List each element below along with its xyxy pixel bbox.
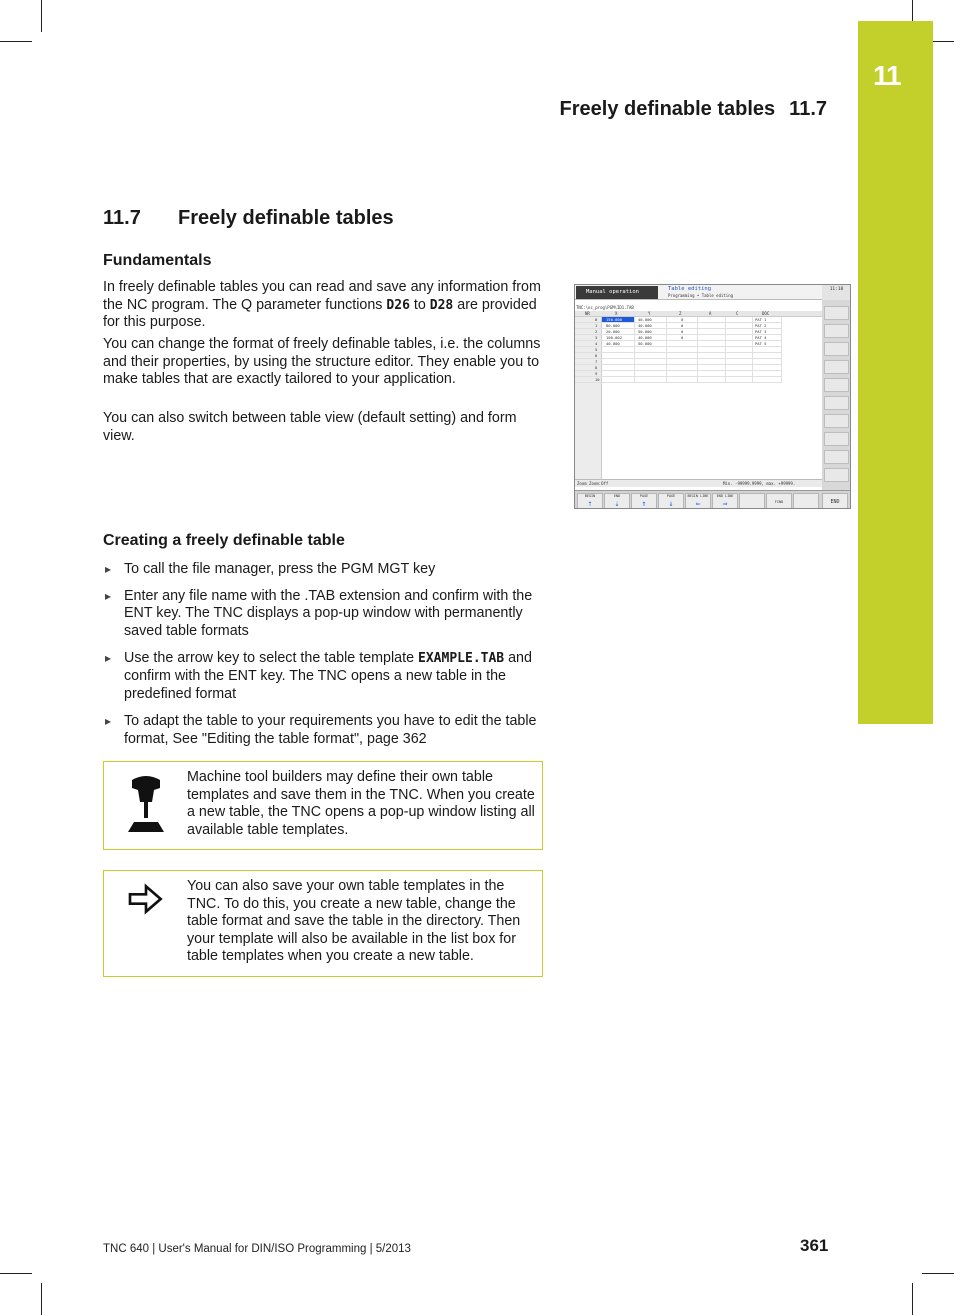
status-left: Zoom Zoom:Off [577,481,609,486]
crop-mark [0,1273,32,1274]
softkey-begin-line [685,493,711,509]
softkey-end-line [712,493,738,509]
section-number: 11.7 [103,207,141,229]
step-text: To adapt the table to your requirements you have to edit the table format, See "Editing the table format", page 362 [124,713,537,747]
column-header: X [615,311,618,316]
tip-note [103,870,543,977]
softkey-end [604,493,630,509]
table-cell: 150.000 [606,317,623,322]
screenshot-file-path: TNC:\nc_prog\PGM\ID1.TAB [576,305,634,310]
machine-builder-note-text: Machine tool builders may define their own table templates and save them in the TNC. When you create a new table, the TNC opens a pop-up window listing all available table templates. [187,769,535,838]
softkey-label: BEGIN LINE [687,494,709,498]
table-cell: 8 [595,365,598,370]
table-row [575,323,781,329]
table-cell: 6 [595,353,598,358]
side-softkey [824,378,849,392]
chapter-tab [858,21,933,724]
table-row [575,377,781,383]
creating-steps-list [103,561,543,748]
table-cell: PAT 4 [755,335,767,340]
table-cell: PAT 5 [755,341,767,346]
machine-builder-note [103,761,543,850]
table-row [575,365,781,371]
softkey-label: FIND [774,500,784,504]
code-d26: D26 [386,297,410,313]
table-cell: 0 [681,335,684,340]
creating-heading: Creating a freely definable table [103,532,345,549]
table-cell: 20.000 [606,329,620,334]
screenshot-status-line [575,479,822,487]
side-softkey [824,432,849,446]
running-header-number: 11.7 [789,98,827,120]
table-cell: 10 [595,377,600,382]
column-header: NR [585,311,590,316]
side-softkey [824,306,849,320]
step-item [103,650,543,703]
text-run: to [409,296,430,313]
table-row [575,359,781,365]
table-cell: 0 [681,317,684,322]
arrow-up-icon: ⇡ [587,499,593,508]
table-cell: 0 [681,323,684,328]
side-softkey [824,414,849,428]
fundamentals-paragraph-2: You can change the format of freely definable tables, i.e. the columns and their properties, by using the structure editor. They enable you to make tables that are exactly tailored to your application. [103,336,541,388]
section-title [103,207,394,230]
table-cell: 100.002 [606,335,623,340]
table-cell: 2 [595,329,598,334]
machine-tool-builder-icon [118,774,174,834]
softkey-label: PAGE [666,494,676,498]
step-text: and confirm with the ENT key. The TNC opens a new table in the predefined format [124,650,532,702]
table-cell: 80.000 [606,323,620,328]
screenshot-table-area [575,300,822,490]
crop-mark [0,41,32,42]
running-header [560,98,827,121]
table-cell: 1 [595,323,598,328]
fundamentals-paragraph-1 [103,279,543,332]
step-text: Enter any file name with the .TAB extension and confirm with the ENT key. The TNC displays a pop-up window with permanently saved table formats [124,587,533,639]
table-cell: 50.000 [638,329,652,334]
softkey-label: END [613,494,621,498]
side-softkey [824,450,849,464]
softkey-label: END LINE [716,494,734,498]
table-cell: PAT 2 [755,323,767,328]
fundamentals-paragraph-3: You can also switch between table view (default setting) and form view. [103,410,517,444]
step-item [103,561,543,579]
table-cell: 3 [595,335,598,340]
grid-line [781,317,782,383]
page-number: 361 [800,1236,829,1255]
table-cell: 7 [595,359,598,364]
table-row [575,353,781,359]
table-cell: 40.000 [638,317,652,322]
softkey-empty [739,493,765,509]
softkey-label: PAGE [639,494,649,498]
status-right: Min. -99999.9999, max. +99999. [723,481,796,486]
arrow-left-icon: ⇐ [695,499,701,508]
softkey-page-up [631,493,657,509]
arrow-right-icon: ⇒ [722,499,728,508]
table-cell: 0 [681,329,684,334]
table-cell: 9 [595,371,598,376]
column-header: Z [679,311,682,316]
arrow-right-icon [118,881,174,921]
screenshot-mode-sub: Programming • Table editing [668,293,734,298]
table-cell: 5 [595,347,598,352]
side-softkey [824,468,849,482]
table-cell: 50.000 [638,341,652,346]
footer-text: TNC 640 | User's Manual for DIN/ISO Programming | 5/2013 [103,1243,411,1255]
table-cell: 40.000 [606,341,620,346]
screenshot-mode-bar [575,285,822,300]
table-row [575,335,781,341]
chapter-number: 11 [873,60,901,91]
table-cell: 40.000 [638,335,652,340]
table-row [575,341,781,347]
table-cell: PAT 3 [755,329,767,334]
crop-mark [922,1273,954,1274]
arrow-up-icon: ↑ [641,499,647,508]
column-header: Y [648,311,651,316]
softkey-find [766,493,792,509]
section-title-text: Freely definable tables [178,207,394,229]
step-item [103,588,543,641]
side-softkey [824,342,849,356]
arrow-down-icon: ⇣ [614,499,620,508]
tip-note-text: You can also save your own table templates in the TNC. To do this, you create a new table, change the table format and save the table in the directory. Then your template will also be available in the list box for table templates when you create a new table. [187,878,521,965]
crop-mark [912,1283,913,1315]
table-cell: PAT 1 [755,317,767,322]
text-run: are provided for this purpose. [103,296,537,331]
softkey-end-table [822,493,848,509]
softkey-label: BEGIN [584,494,596,498]
side-softkey [824,360,849,374]
screenshot-side-softkeys [822,300,851,490]
running-header-title: Freely definable tables [559,98,776,120]
column-header: DOC [762,311,770,316]
step-text: Use the arrow key to select the table template [124,650,419,667]
screenshot-softkey-bar [575,490,851,509]
screenshot-mode-manual: Manual operation [576,286,658,299]
table-row [575,329,781,335]
screenshot-mode-title: Table editing [668,286,712,292]
table-cell: 0 [595,317,598,322]
table-row [575,317,781,323]
softkey-label: END [830,499,840,505]
text-run: In freely definable tables you can read and save any information from the NC program. The Q parameter functions [103,279,541,313]
step-text: To call the file manager, press the PGM MGT key [124,561,436,577]
table-cell: 40.000 [638,323,652,328]
column-header: A [709,311,712,316]
column-header: C [736,311,739,316]
crop-mark [41,0,42,32]
table-editing-screenshot [574,284,851,509]
screenshot-clock: 11:18 [822,285,851,300]
code-d28: D28 [429,297,454,313]
table-row [575,371,781,377]
side-softkey [824,324,849,338]
softkey-page-down [658,493,684,509]
softkey-begin [577,493,603,509]
table-cell: 4 [595,341,598,346]
softkey-empty [793,493,819,509]
table-row [575,347,781,353]
code-example-tab: EXAMPLE.TAB [418,651,505,667]
fundamentals-heading: Fundamentals [103,252,212,269]
arrow-down-icon: ↓ [668,499,674,508]
side-softkey [824,396,849,410]
step-item [103,713,543,748]
crop-mark [41,1283,42,1315]
screenshot-mode-table-editing [659,286,819,299]
